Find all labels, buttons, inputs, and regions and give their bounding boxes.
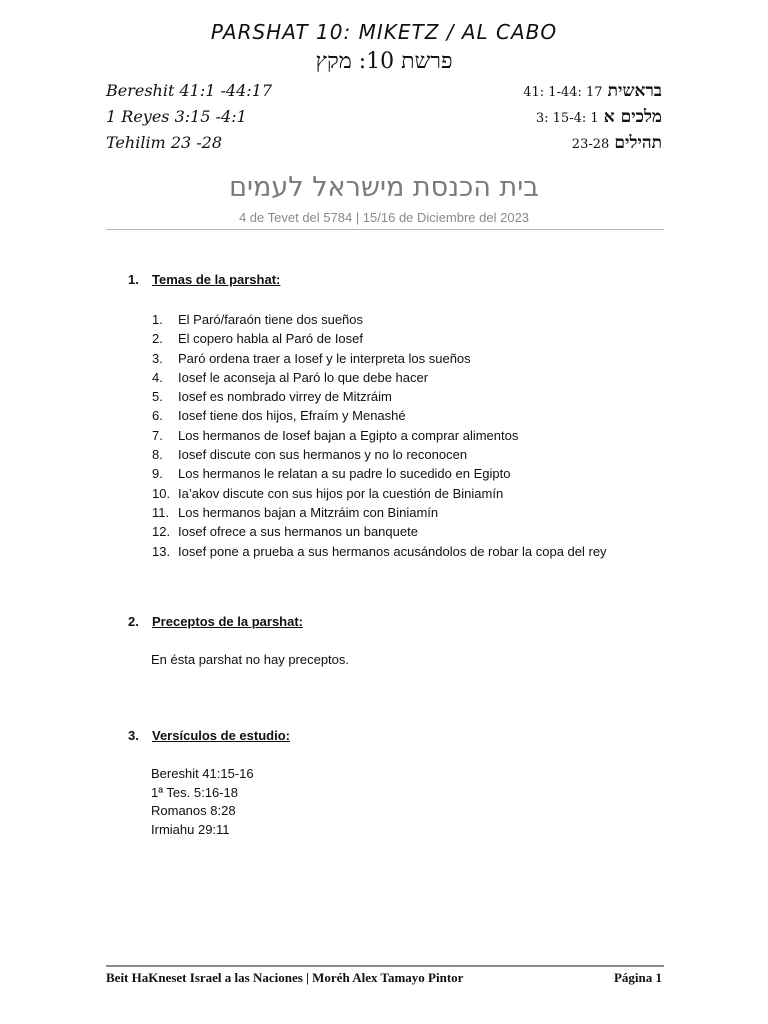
reading-hebrew-ref: 3: 15-4: 1 xyxy=(535,111,599,126)
list-item: 2. El copero habla al Paró de Iosef xyxy=(152,331,364,347)
list-item: 4. Iosef le aconseja al Paró lo que debe hacer xyxy=(152,369,429,385)
list-item: 13. Iosef pone a prueba a sus hermanos acusándolos de robar la copa del rey xyxy=(152,543,607,559)
list-item: 1ª Tes. 5:16-18 xyxy=(151,784,238,800)
list-item: 10. Ia’akov discute con sus hijos por la cuestión de Biniamín xyxy=(152,485,504,501)
reading-hebrew-book: בראשית xyxy=(607,81,662,101)
page-title: PARSHAT 10: MIKETZ / AL CABO xyxy=(210,20,558,44)
section-precepts-heading xyxy=(128,614,303,629)
date-line: 4 de Tevet del 5784 | 15/16 de Diciembre del 2023 xyxy=(238,210,530,225)
reading-hebrew xyxy=(523,81,662,101)
list-item: 11. Los hermanos bajan a Mitzráim con Biniamín xyxy=(152,504,439,520)
hebrew-title: פרשת 10: מקץ xyxy=(315,49,453,74)
section-topics-heading xyxy=(128,272,280,287)
topics-list xyxy=(152,310,607,561)
reading-latin: Bereshit 41:1 -44:17 xyxy=(106,81,273,100)
reading-row-tehilim xyxy=(106,133,662,159)
list-item: 12. Iosef ofrece a sus hermanos un banquete xyxy=(152,524,418,540)
reading-latin: Tehilim 23 -28 xyxy=(106,133,223,152)
list-item: 1. El Paró/faraón tiene dos sueños xyxy=(152,312,364,327)
precepts-text: En ésta parshat no hay preceptos. xyxy=(151,652,350,667)
reading-latin: 1 Reyes 3:15 -4:1 xyxy=(106,107,247,126)
list-item: Irmiahu 29:11 xyxy=(151,821,230,837)
reading-hebrew-ref: 41: 1-44: 17 xyxy=(523,85,603,100)
section-number: 2. xyxy=(128,614,139,629)
page-footer xyxy=(106,970,662,988)
reading-hebrew-book: מלכים א xyxy=(603,107,662,127)
reading-hebrew xyxy=(572,133,662,153)
reading-hebrew xyxy=(536,107,662,127)
list-item: 5. Iosef es nombrado virrey de Mitzráim xyxy=(152,389,392,405)
footer-divider xyxy=(106,965,664,967)
section-number: 1. xyxy=(128,272,139,287)
list-item: 6. Iosef tiene dos hijos, Efraím y Menashé xyxy=(152,408,406,424)
section-number: 3. xyxy=(128,728,139,743)
reading-hebrew-book: תהילים xyxy=(614,133,662,153)
list-item: 3. Paró ordena traer a Iosef y le interpreta los sueños xyxy=(152,350,471,366)
list-item: Romanos 8:28 xyxy=(151,803,236,819)
section-label: Temas de la parshat: xyxy=(152,272,281,287)
list-item: 8. Iosef discute con sus hermanos y no lo reconocen xyxy=(152,447,468,463)
list-item: 7. Los hermanos de Iosef bajan a Egipto a comprar alimentos xyxy=(152,427,519,443)
section-label: Preceptos de la parshat: xyxy=(152,614,303,629)
section-label: Versículos de estudio: xyxy=(152,728,290,743)
reading-row-haftarah xyxy=(106,107,662,133)
list-item: 9. Los hermanos le relatan a su padre lo sucedido en Egipto xyxy=(152,466,511,482)
list-item: Bereshit 41:15-16 xyxy=(151,766,254,781)
page-number: Página 1 xyxy=(613,970,662,985)
reading-row-torah xyxy=(106,81,662,107)
header-divider xyxy=(106,229,664,230)
verses-list xyxy=(151,765,254,839)
footer-author: Beit HaKneset Israel a las Naciones | Moréh Alex Tamayo Pintor xyxy=(106,970,464,985)
reading-hebrew-ref: 23-28 xyxy=(571,137,610,152)
section-verses-heading xyxy=(128,728,290,743)
synagogue-name: בית הכנסת מישראל לעמים xyxy=(229,172,539,203)
